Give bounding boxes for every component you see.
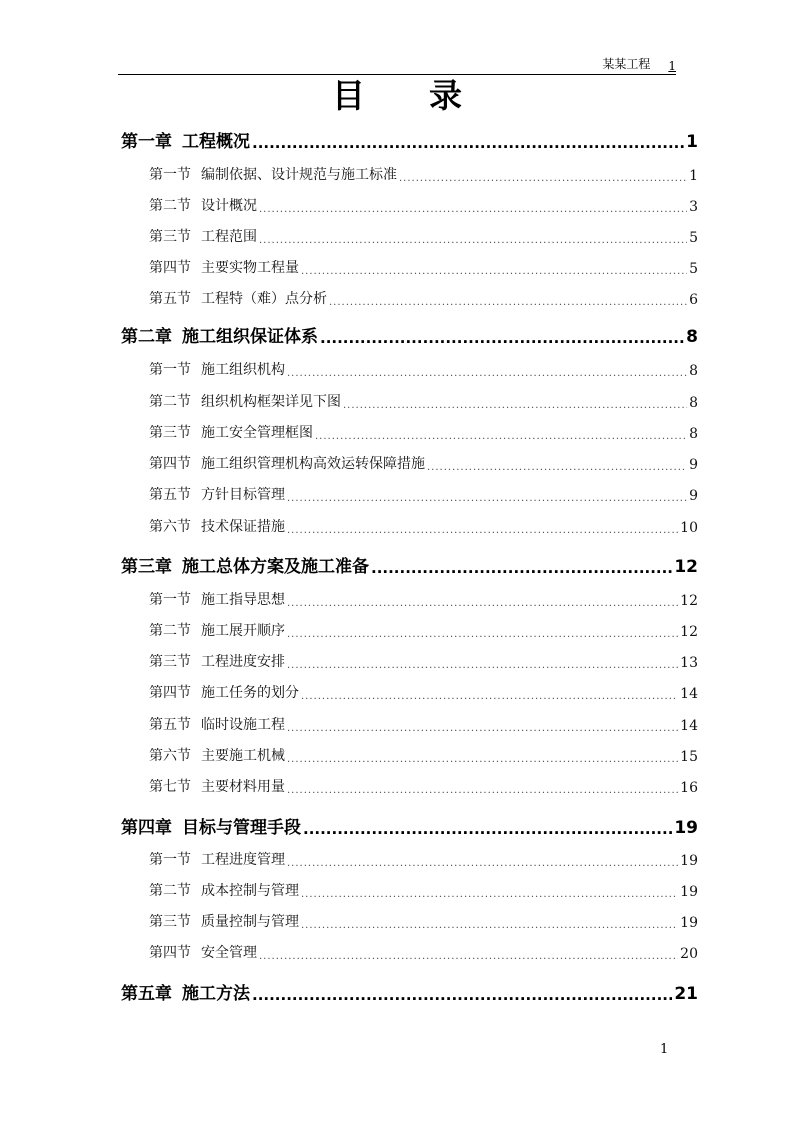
toc-entry-title: 安全管理 [201, 945, 257, 961]
toc-entry-page: 19 [680, 915, 698, 931]
toc-section-entry[interactable] [149, 257, 698, 277]
toc-entry-page: 3 [689, 199, 698, 215]
toc-entry-number: 第五节 [149, 487, 191, 503]
toc-entry-title: 成本控制与管理 [201, 883, 299, 899]
toc-entry-title: 施工安全管理框图 [201, 425, 313, 441]
toc-entry-page: 19 [680, 853, 698, 869]
toc-entry-page: 9 [689, 488, 698, 504]
toc-dot-leader [287, 490, 687, 504]
toc-dot-leader [259, 232, 687, 246]
toc-section-entry[interactable] [149, 776, 698, 796]
toc-chapter-entry[interactable] [121, 980, 698, 1004]
toc-dot-leader [287, 365, 687, 379]
toc-entry-title: 工程概况 [182, 132, 250, 152]
toc-section-entry[interactable] [149, 226, 698, 246]
toc-entry-number: 第六节 [149, 519, 191, 535]
toc-section-entry[interactable] [149, 288, 698, 308]
toc-dot-leader [287, 782, 678, 796]
toc-entry-page: 5 [689, 261, 698, 277]
toc-entry-number: 第五节 [149, 291, 191, 307]
toc-dot-leader [343, 397, 687, 411]
toc-section-entry[interactable] [149, 682, 698, 702]
toc-entry-page: 12 [680, 593, 698, 609]
toc-dot-leader [427, 459, 687, 473]
toc-entry-number: 第二节 [149, 198, 191, 214]
toc-entry-page: 19 [680, 884, 698, 900]
toc-dot-leader [371, 560, 672, 577]
toc-section-entry[interactable] [149, 620, 698, 640]
toc-entry-page: 21 [674, 984, 698, 1004]
toc-entry-title: 施工组织管理机构高效运转保障措施 [201, 456, 425, 472]
toc-dot-leader [301, 263, 687, 277]
toc-entry-number: 第二节 [149, 623, 191, 639]
toc-entry-number: 第二节 [149, 883, 191, 899]
toc-dot-leader [399, 170, 687, 184]
toc-entry-title: 工程特（难）点分析 [201, 291, 327, 307]
toc-entry-page: 8 [689, 395, 698, 411]
toc-entry-number: 第四节 [149, 945, 191, 961]
toc-entry-title: 施工总体方案及施工准备 [182, 557, 369, 577]
toc-entry-number: 第一节 [149, 592, 191, 608]
toc-dot-leader [287, 626, 678, 640]
toc-dot-leader [320, 330, 684, 347]
toc-entry-page: 9 [689, 457, 698, 473]
toc-entry-page: 20 [680, 946, 698, 962]
toc-entry-title: 技术保证措施 [201, 519, 285, 535]
toc-entry-title: 施工展开顺序 [201, 623, 285, 639]
toc-dot-leader [287, 751, 678, 765]
toc-entry-number: 第二节 [149, 394, 191, 410]
toc-section-entry[interactable] [149, 849, 698, 869]
toc-entry-number: 第三节 [149, 914, 191, 930]
toc-entry-number: 第三章 [121, 557, 172, 577]
toc-dot-leader [287, 855, 678, 869]
toc-entry-page: 12 [674, 557, 698, 577]
toc-section-entry[interactable] [149, 942, 698, 962]
toc-entry-page: 1 [689, 168, 698, 184]
toc-entry-title: 施工组织机构 [201, 362, 285, 378]
toc-entry-number: 第一节 [149, 167, 191, 183]
toc-chapter-entry[interactable] [121, 814, 698, 838]
toc-section-entry[interactable] [149, 422, 698, 442]
toc-entry-title: 设计概况 [201, 198, 257, 214]
toc-dot-leader [252, 987, 672, 1004]
toc-section-entry[interactable] [149, 164, 698, 184]
toc-dot-leader [287, 522, 678, 536]
toc-entry-title: 编制依据、设计规范与施工标准 [201, 167, 397, 183]
toc-entry-title: 主要实物工程量 [201, 260, 299, 276]
toc-dot-leader [287, 595, 678, 609]
toc-entry-number: 第四节 [149, 456, 191, 472]
toc-entry-page: 15 [680, 749, 698, 765]
toc-chapter-entry[interactable] [121, 553, 698, 577]
toc-entry-number: 第七节 [149, 779, 191, 795]
toc-dot-leader [287, 657, 678, 671]
toc-entry-page: 5 [689, 230, 698, 246]
toc-entry-title: 临时设施工程 [201, 717, 285, 733]
toc-entry-title: 组织机构框架详见下图 [201, 394, 341, 410]
toc-entry-title: 施工方法 [182, 984, 250, 1004]
toc-entry-title: 施工组织保证体系 [182, 327, 318, 347]
toc-entry-page: 12 [680, 624, 698, 640]
toc-section-entry[interactable] [149, 880, 698, 900]
toc-entry-number: 第四节 [149, 260, 191, 276]
toc-dot-leader [301, 688, 678, 702]
toc-entry-page: 1 [686, 132, 698, 152]
toc-entry-title: 主要材料用量 [201, 779, 285, 795]
toc-entry-page: 6 [689, 292, 698, 308]
toc-entry-title: 施工指导思想 [201, 592, 285, 608]
toc-entry-number: 第三节 [149, 654, 191, 670]
toc-entry-number: 第五节 [149, 717, 191, 733]
toc-section-entry[interactable] [149, 484, 698, 504]
toc-title-left: 目 [332, 76, 365, 115]
toc-entry-page: 16 [680, 780, 698, 796]
toc-section-entry[interactable] [149, 195, 698, 215]
toc-section-entry[interactable] [149, 745, 698, 765]
toc-section-entry[interactable] [149, 516, 698, 536]
toc-entry-page: 8 [689, 363, 698, 379]
toc-dot-leader [301, 886, 678, 900]
toc-dot-leader [303, 821, 672, 838]
toc-entry-title: 工程进度管理 [201, 852, 285, 868]
toc-chapter-entry[interactable] [121, 323, 698, 347]
toc-entry-title: 施工任务的划分 [201, 685, 299, 701]
toc-section-entry[interactable] [149, 651, 698, 671]
toc-section-entry[interactable] [149, 391, 698, 411]
toc-dot-leader [259, 948, 678, 962]
toc-section-entry[interactable] [149, 911, 698, 931]
toc-chapter-entry[interactable] [121, 128, 698, 152]
toc-entry-number: 第六节 [149, 748, 191, 764]
toc-section-entry[interactable] [149, 589, 698, 609]
toc-entry-number: 第一节 [149, 852, 191, 868]
toc-dot-leader [315, 428, 687, 442]
toc-entry-number: 第二章 [121, 327, 172, 347]
toc-entry-title: 目标与管理手段 [182, 818, 301, 838]
toc-entry-number: 第三节 [149, 229, 191, 245]
toc-entry-page: 13 [680, 655, 698, 671]
toc-entry-title: 工程进度安排 [201, 654, 285, 670]
toc-entry-page: 14 [680, 686, 698, 702]
toc-entry-number: 第三节 [149, 425, 191, 441]
toc-entry-title: 方针目标管理 [201, 487, 285, 503]
toc-section-entry[interactable] [149, 714, 698, 734]
footer-page-number: 1 [660, 1042, 669, 1057]
toc-section-entry[interactable] [149, 359, 698, 379]
toc-entry-number: 第四节 [149, 685, 191, 701]
toc-entry-page: 8 [689, 426, 698, 442]
toc-entry-page: 10 [680, 520, 698, 536]
toc-entry-number: 第五章 [121, 984, 172, 1004]
toc-dot-leader [287, 720, 678, 734]
toc-entry-number: 第一章 [121, 132, 172, 152]
header-title: 某某工程 [602, 57, 651, 71]
toc-entry-number: 第四章 [121, 818, 172, 838]
toc-entry-page: 19 [674, 818, 698, 838]
header-page-number: 1 [668, 59, 676, 73]
toc-entry-title: 质量控制与管理 [201, 914, 299, 930]
toc-dot-leader [259, 201, 687, 215]
toc-entry-page: 8 [686, 327, 698, 347]
toc-entry-number: 第一节 [149, 362, 191, 378]
toc-entry-title: 主要施工机械 [201, 748, 285, 764]
toc-entry-title: 工程范围 [201, 229, 257, 245]
toc-title-right: 录 [429, 76, 462, 115]
toc-entry-page: 14 [680, 718, 698, 734]
toc-section-entry[interactable] [149, 453, 698, 473]
toc-dot-leader [329, 294, 687, 308]
toc-dot-leader [301, 917, 678, 931]
toc-dot-leader [252, 135, 684, 152]
